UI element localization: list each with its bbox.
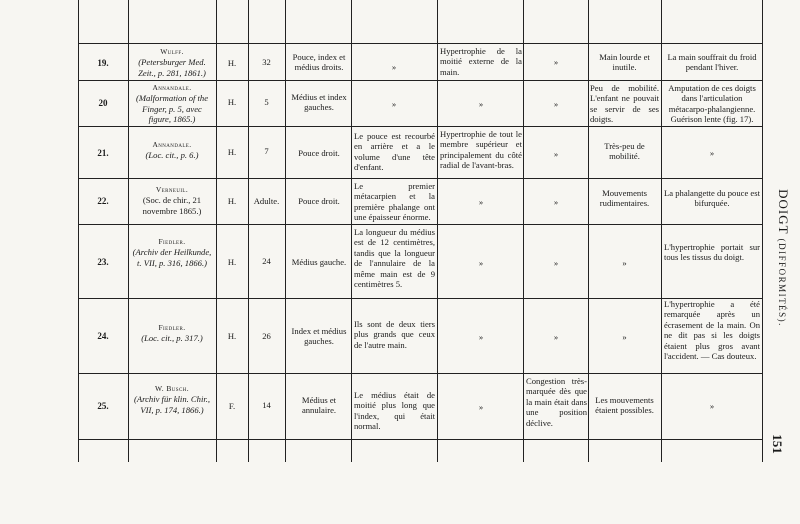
function-cell: Peu de mobilité. L'enfant ne pouvait se servir de ses doigts. bbox=[590, 83, 659, 125]
sex-cell: H. bbox=[227, 331, 237, 341]
sex-cell: H. bbox=[227, 196, 237, 206]
remark-cell: Le médius était de moitié plus long que l'index, qui était normal. bbox=[354, 390, 435, 432]
table-rule bbox=[216, 0, 217, 462]
citation: (Loc. cit., p. 317.) bbox=[141, 333, 203, 344]
anatomy-cell: » bbox=[478, 197, 484, 207]
reference-cell bbox=[131, 140, 213, 161]
function-cell: » bbox=[622, 332, 627, 342]
running-head-main: DOIGT bbox=[776, 189, 791, 235]
site-cell: Médius et annulaire. bbox=[301, 395, 337, 416]
citation: (Archiv für klin. Chir., VII, p. 174, 1866.) bbox=[133, 394, 211, 415]
anatomy-cell: » bbox=[478, 258, 484, 268]
age-cell: 14 bbox=[262, 400, 271, 410]
age-cell: 7 bbox=[264, 146, 269, 156]
citation: (Loc. cit., p. 6.) bbox=[145, 150, 199, 161]
row-number: 23. bbox=[97, 257, 109, 267]
author-name: Fiedler. bbox=[158, 237, 186, 246]
citation: (Archiv der Heilkunde, t. VII, p. 316, 1866.) bbox=[132, 247, 212, 268]
cause-cell: » bbox=[553, 332, 559, 342]
cause-cell: » bbox=[553, 57, 559, 67]
reference-cell bbox=[131, 237, 213, 268]
anatomy-cell: Hypertrophie de la moitié externe de la main. bbox=[440, 46, 522, 77]
remark-cell: La longueur du médius est de 12 centimètres, tandis que la longueur de l'annulaire de la même main est de 9 centimètres 5. bbox=[354, 227, 435, 290]
site-cell: Index et médius gauches. bbox=[291, 326, 347, 347]
remark-cell: Ils sont de deux tiers plus grands que ceux de l'autre main. bbox=[354, 319, 435, 350]
age-cell: 32 bbox=[262, 57, 271, 67]
author-name: Wulff. bbox=[160, 47, 184, 56]
sex-cell: H. bbox=[227, 58, 237, 68]
row-number: 21. bbox=[97, 148, 109, 158]
table-rule bbox=[78, 0, 79, 462]
site-cell: Pouce droit. bbox=[298, 196, 340, 206]
remark-cell: Le premier métacarpien et la première phalange ont une épaisseur énorme. bbox=[354, 181, 435, 223]
row-number: 24. bbox=[97, 331, 109, 341]
table-rule bbox=[248, 0, 249, 462]
table-rule bbox=[762, 0, 763, 462]
cause-cell: » bbox=[553, 149, 559, 159]
anatomy-cell: » bbox=[478, 402, 484, 412]
age-cell: 5 bbox=[264, 97, 269, 107]
row-number: 19. bbox=[97, 58, 109, 68]
reference-cell bbox=[131, 185, 213, 216]
table-rule bbox=[128, 0, 129, 462]
cause-cell: » bbox=[553, 99, 559, 109]
site-cell: Médius gauche. bbox=[291, 257, 347, 267]
sex-cell: H. bbox=[227, 257, 237, 267]
outcome-cell: L'hypertrophie portait sur tous les tissus du doigt. bbox=[664, 242, 760, 263]
site-cell: Médius et index gauches. bbox=[291, 92, 347, 113]
remark-cell: Le pouce est recourbé en arrière et a le volume d'une tête d'enfant. bbox=[354, 131, 435, 173]
citation: (Soc. de chir., 21 novembre 1865.) bbox=[142, 195, 202, 216]
age-cell: 24 bbox=[262, 256, 271, 266]
author-name: Verneuil. bbox=[155, 185, 189, 194]
table-rule bbox=[523, 0, 524, 462]
sex-cell: F. bbox=[228, 401, 236, 411]
row-number: 22. bbox=[97, 196, 109, 206]
outcome-cell: » bbox=[709, 148, 715, 158]
function-cell: Très-peu de mobilité. bbox=[604, 141, 645, 162]
anatomy-cell: » bbox=[478, 99, 484, 109]
cause-cell: » bbox=[553, 258, 559, 268]
cause-cell: Congestion très-marquée dès que la main était dans une position déclive. bbox=[526, 376, 587, 428]
table-rule bbox=[351, 0, 352, 462]
table-rule bbox=[588, 0, 589, 462]
table-rule bbox=[285, 0, 286, 462]
citation: (Malformation of the Finger, p. 5, avec figure, 1865.) bbox=[135, 93, 209, 125]
row-number: 20 bbox=[98, 98, 108, 108]
running-head-subtitle: (DIFFORMITÉS). bbox=[777, 238, 787, 327]
table-rule bbox=[437, 0, 438, 462]
function-cell: » bbox=[622, 258, 627, 268]
function-cell: Mouvements rudimentaires. bbox=[599, 188, 650, 209]
reference-cell bbox=[131, 384, 213, 415]
outcome-cell: » bbox=[709, 401, 715, 411]
author-name: Annandale. bbox=[152, 83, 192, 92]
author-name: Fiedler. bbox=[158, 323, 186, 332]
age-cell: 26 bbox=[262, 331, 271, 341]
age-cell: Adulte. bbox=[253, 196, 280, 206]
reference-cell bbox=[131, 83, 213, 125]
reference-cell bbox=[131, 323, 213, 344]
site-cell: Pouce, index et médius droits. bbox=[292, 52, 346, 73]
running-head-title bbox=[775, 183, 791, 333]
author-name: Annandale. bbox=[152, 140, 192, 149]
author-name: W. Busch. bbox=[155, 384, 189, 393]
table-rule bbox=[661, 0, 662, 462]
remark-cell: » bbox=[391, 99, 397, 109]
outcome-cell: Amputation de ces doigts dans l'articulation métacarpo-phalangienne. Guérison lente (fig. 17). bbox=[668, 83, 756, 125]
function-cell: Les mouvements étaient possibles. bbox=[595, 395, 654, 416]
outcome-cell: La phalangette du pouce est bifurquée. bbox=[664, 188, 760, 209]
remark-cell: » bbox=[391, 62, 397, 72]
reference-cell bbox=[131, 47, 213, 78]
anatomy-cell: » bbox=[478, 332, 484, 342]
anatomy-cell: Hypertrophie de tout le membre supérieur et principalement du côté radial de l'avant-bras. bbox=[440, 129, 522, 171]
sex-cell: H. bbox=[227, 147, 237, 157]
site-cell: Pouce droit. bbox=[298, 148, 340, 158]
row-number: 25. bbox=[97, 401, 109, 411]
outcome-cell: L'hypertrophie a été remarquée après un écrasement de la main. On ne dit pas si les doigts étaient plus gros avant l'accident. — Cas douteux. bbox=[664, 299, 760, 362]
outcome-cell: La main souffrait du froid pendant l'hiver. bbox=[667, 52, 757, 73]
citation: (Petersburger Med. Zeit., p. 281, 1861.) bbox=[138, 57, 206, 78]
sex-cell: H. bbox=[227, 97, 237, 107]
page-number: 151 bbox=[770, 434, 785, 454]
cause-cell: » bbox=[553, 197, 559, 207]
function-cell: Main lourde et inutile. bbox=[599, 52, 650, 73]
